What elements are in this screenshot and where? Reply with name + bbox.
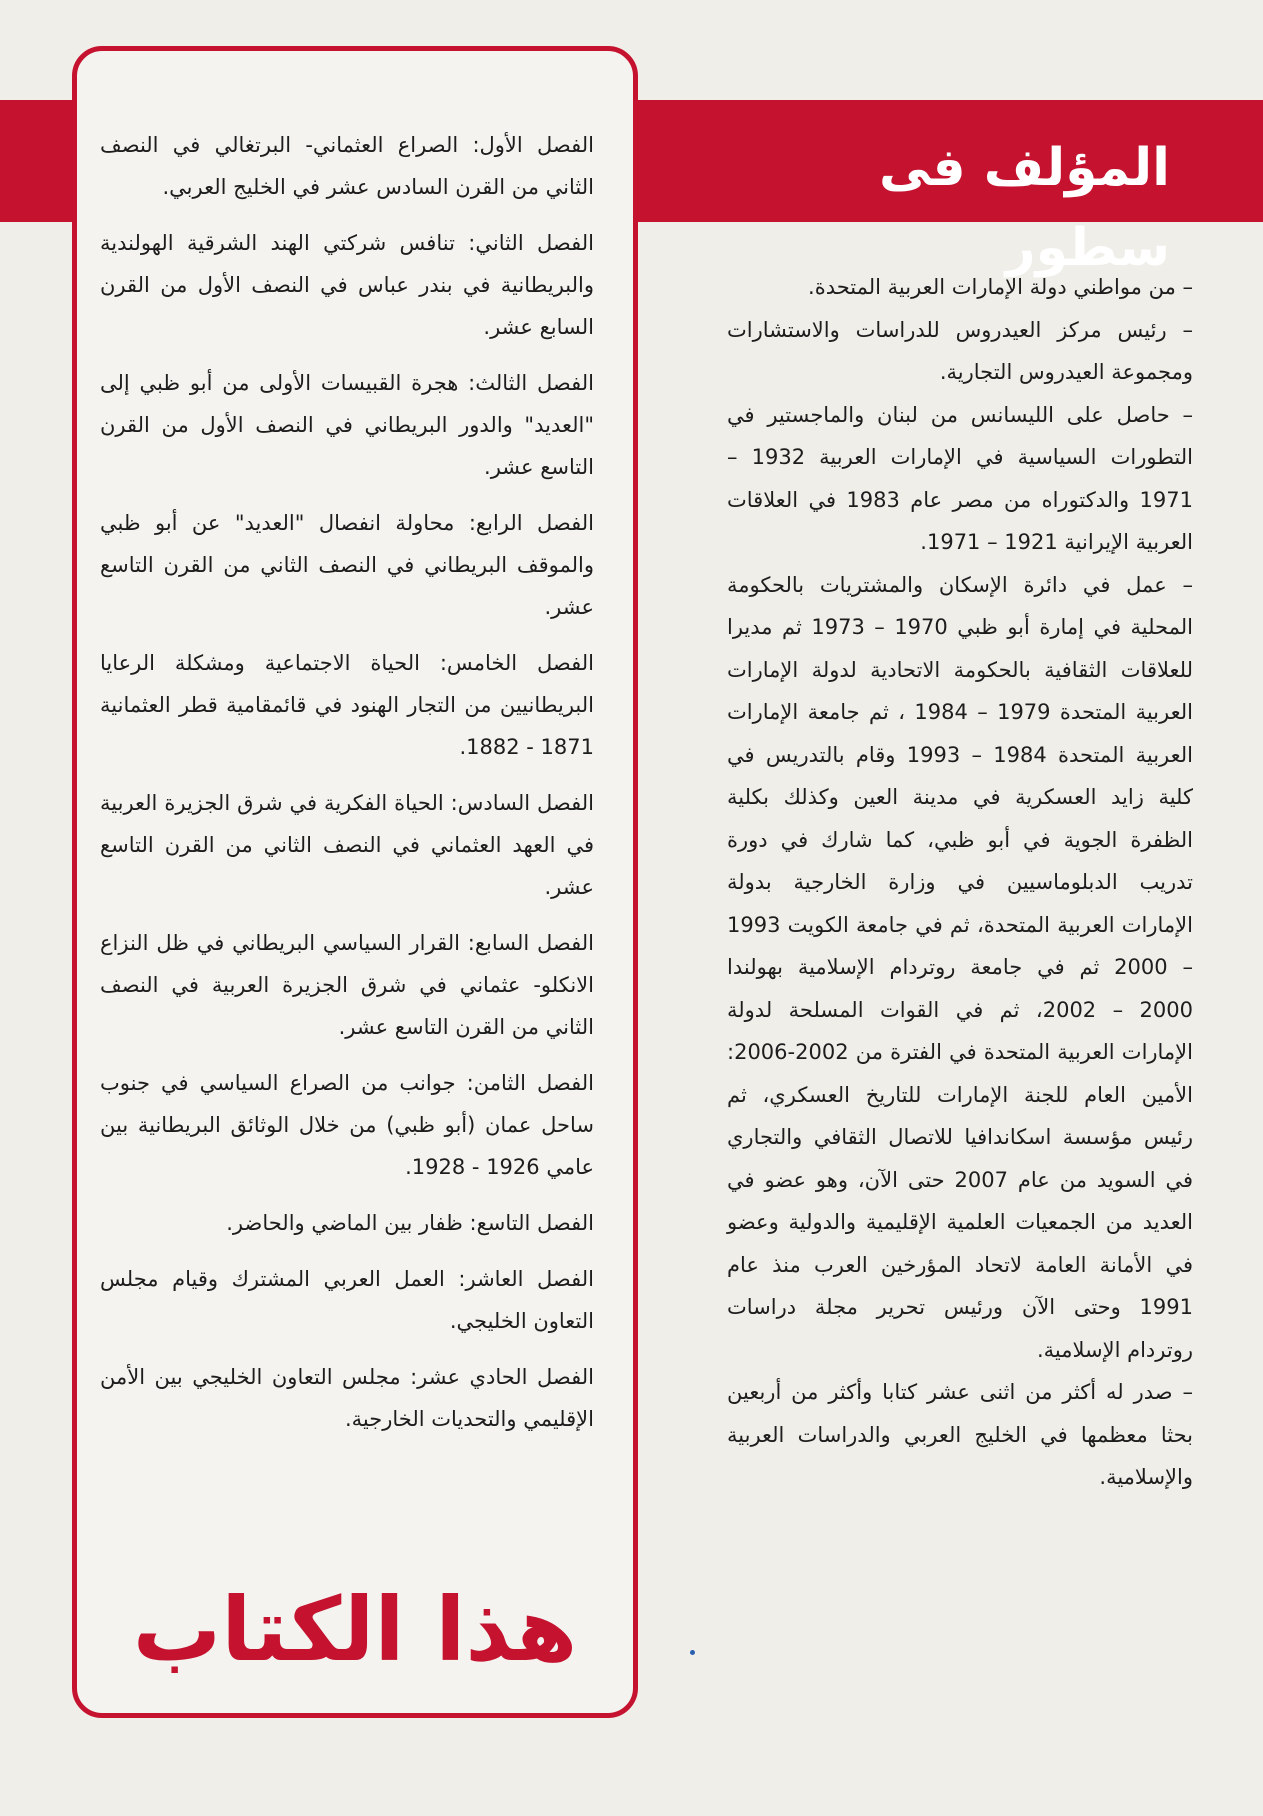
- chapter-item: الفصل الأول: الصراع العثماني- البرتغالي في النصف الثاني من القرن السادس عشر في الخليج العربي.: [100, 133, 594, 199]
- chapter-item: الفصل الخامس: الحياة الاجتماعية ومشكلة الرعايا البريطانيين من التجار الهنود في قائمقامية قطر العثمانية 1871 - 1882.: [100, 651, 594, 759]
- author-bio: [727, 266, 1193, 1499]
- chapter-list: [100, 124, 594, 1454]
- chapter-item: الفصل الثامن: جوانب من الصراع السياسي في جنوب ساحل عمان (أبو ظبي) من خلال الوثائق البريطانية بين عامي 1926 - 1928.: [100, 1071, 594, 1179]
- book-section-title: هذا الكتاب: [132, 1578, 578, 1681]
- bio-item: – حاصل على الليسانس من لبنان والماجستير في التطورات السياسية في الإمارات العربية 1932 – 1971 والدكتوراه من مصر عام 1983 في العلاقات العربية الإيرانية 1921 – 1971.: [727, 402, 1193, 554]
- bio-item: – من مواطني دولة الإمارات العربية المتحدة.: [808, 275, 1193, 299]
- bio-item: – عمل في دائرة الإسكان والمشتريات بالحكومة المحلية في إمارة أبو ظبي 1970 – 1973 ثم مديرا للعلاقات الثقافية بالحكومة الاتحادية لدولة الإمارات العربية المتحدة 1979 – 1984 ، ثم جامعة الإمارات العربية المتحدة 1984 – 1993 وقام بالتدريس في كلية زايد العسكرية في مدينة العين وكذلك بكلية الظفرة الجوية في أبو ظبي، كما شارك في دورة تدريب الدبلوماسيين في وزارة الخارجية بدولة الإمارات العربية المتحدة، ثم في جامعة الكويت 1993 – 2000 ثم في جامعة روتردام الإسلامية بهولندا 2000 – 2002، ثم في القوات المسلحة لدولة الإمارات العربية المتحدة في الفترة من 2002-2006: الأمين العام للجنة الإمارات للتاريخ العسكري، ثم رئيس مؤسسة اسكاندافيا للاتصال الثقافي والتجاري في السويد من عام 2007 حتى الآن، وهو عضو في العديد من الجمعيات العلمية الإقليمية والدولية وعضو في الأمانة العامة لاتحاد المؤرخين العرب منذ عام 1991 وحتى الآن ورئيس تحرير مجلة دراسات روتردام الإسلامية.: [727, 572, 1194, 1362]
- chapter-item: الفصل التاسع: ظفار بين الماضي والحاضر.: [226, 1211, 594, 1235]
- author-section-title: المؤلف فى سطور: [878, 138, 1170, 278]
- chapter-item: الفصل العاشر: العمل العربي المشترك وقيام مجلس التعاون الخليجي.: [100, 1267, 594, 1333]
- chapter-item: الفصل الرابع: محاولة انفصال "العديد" عن أبو ظبي والموقف البريطاني في النصف الثاني من القرن التاسع عشر.: [100, 511, 594, 619]
- chapter-item: الفصل السابع: القرار السياسي البريطاني في ظل النزاع الانكلو- عثماني في شرق الجزيرة العربية في النصف الثاني من القرن التاسع عشر.: [100, 931, 594, 1039]
- chapter-item: الفصل الحادي عشر: مجلس التعاون الخليجي بين الأمن الإقليمي والتحديات الخارجية.: [100, 1365, 594, 1431]
- ink-dot: [690, 1650, 695, 1655]
- bio-item: – صدر له أكثر من اثنى عشر كتابا وأكثر من أربعين بحثا معظمها في الخليج العربي والدراسات العربية والإسلامية.: [727, 1380, 1193, 1489]
- chapter-item: الفصل السادس: الحياة الفكرية في شرق الجزيرة العربية في العهد العثماني في النصف الثاني من القرن التاسع عشر.: [100, 791, 594, 899]
- chapter-item: الفصل الثاني: تنافس شركتي الهند الشرقية الهولندية والبريطانية في بندر عباس في النصف الأول من القرن السابع عشر.: [100, 231, 594, 339]
- bio-item: – رئيس مركز العيدروس للدراسات والاستشارات ومجموعة العيدروس التجارية.: [727, 317, 1193, 384]
- chapter-item: الفصل الثالث: هجرة القبيسات الأولى من أبو ظبي إلى "العديد" والدور البريطاني في النصف الأول من القرن التاسع عشر.: [100, 371, 594, 479]
